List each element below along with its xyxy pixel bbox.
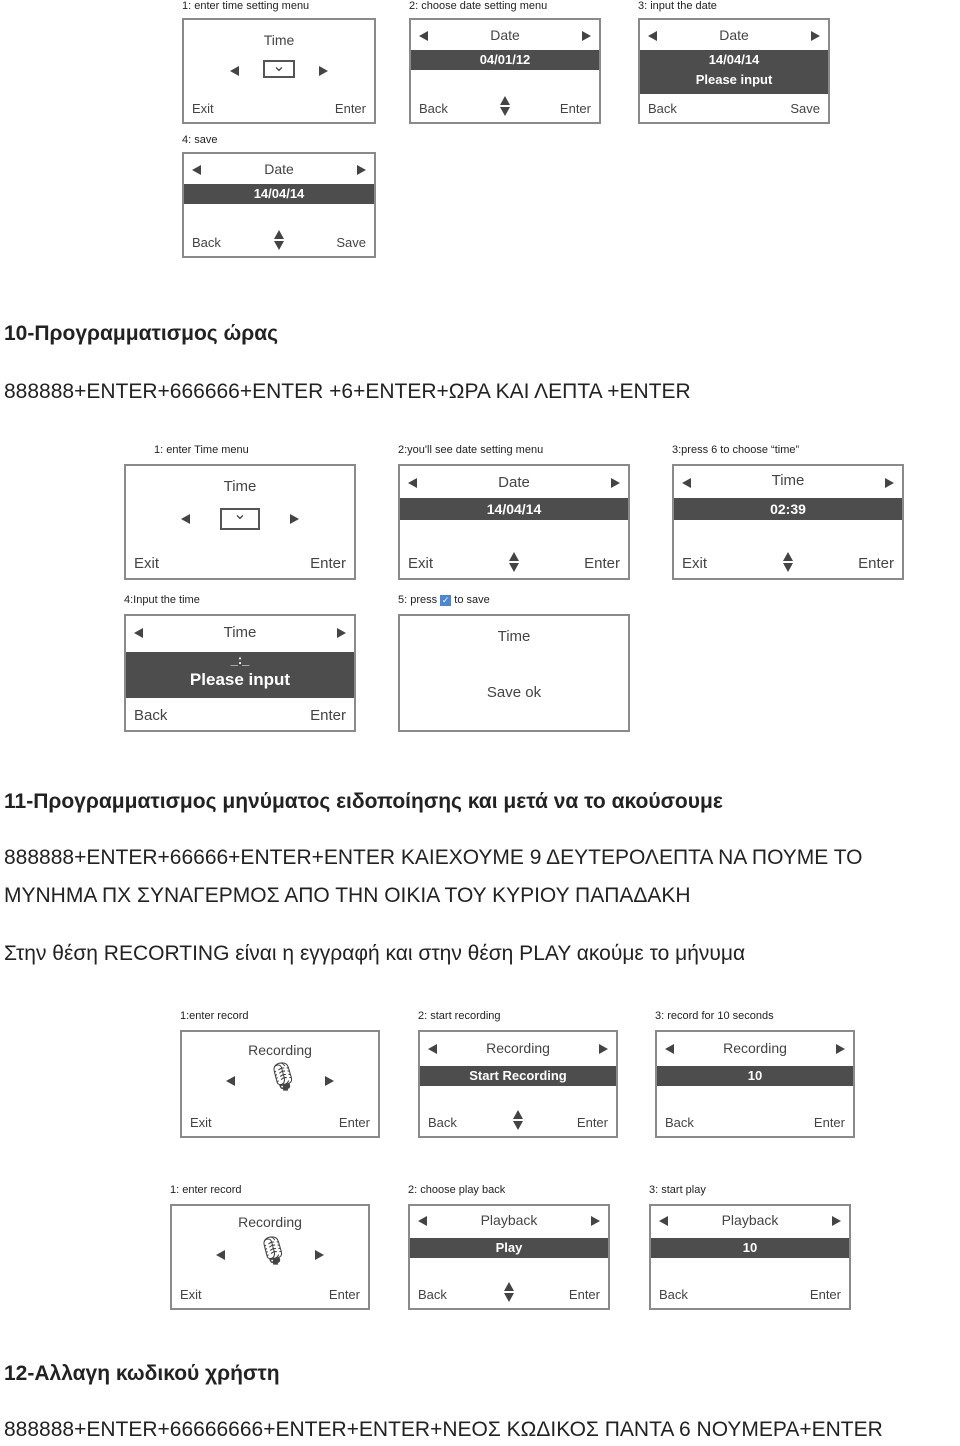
time-step-4 xyxy=(124,594,356,734)
up-down-icon xyxy=(783,552,793,572)
softkey-right: Enter xyxy=(584,555,620,572)
up-down-icon xyxy=(513,1110,523,1130)
input-prompt: Please input xyxy=(189,670,291,689)
section-12-heading: 12-Αλλαγη κωδικού χρήστη xyxy=(4,1362,280,1385)
highlight-band: 04/01/12 xyxy=(411,50,599,70)
arrow-right-icon xyxy=(325,1076,334,1086)
device-screen xyxy=(408,1204,610,1310)
device-screen xyxy=(418,1030,618,1138)
play-step-3 xyxy=(649,1184,851,1312)
step-caption: 2: choose date setting menu xyxy=(409,0,548,12)
step-caption: 1: enter time setting menu xyxy=(182,0,310,12)
highlight-band: 10 xyxy=(651,1238,849,1258)
screen-title: Date xyxy=(719,27,749,43)
highlight-band: 02:39 xyxy=(674,498,902,520)
screen-title: Date xyxy=(498,474,530,491)
input-prompt: Please input xyxy=(695,72,773,87)
highlight-band: 14/04/14 xyxy=(400,498,628,520)
screen-title: Time xyxy=(223,624,257,641)
device-screen xyxy=(649,1204,851,1310)
softkey-right: Enter xyxy=(310,707,346,724)
softkey-right: Save xyxy=(336,235,366,250)
section-11-code-line-1: 888888+ENTER+66666+ENTER+ENTER ΚΑΙΕΧΟΥΜΕ 9 ΔΕΥΤΕΡΟΛΕΠΤΑ ΝΑ ΠΟΥΜΕ ΤΟ xyxy=(4,846,863,869)
date-step-4 xyxy=(182,134,376,260)
arrow-right-icon xyxy=(611,478,620,488)
step-caption: 2: choose play back xyxy=(408,1184,506,1196)
softkey-left: Exit xyxy=(134,555,160,572)
step-caption: 1:enter record xyxy=(180,1010,249,1022)
arrow-right-icon xyxy=(599,1044,608,1054)
softkey-right: Enter xyxy=(809,1287,841,1302)
arrow-right-icon xyxy=(315,1250,324,1260)
screen-title: Date xyxy=(490,27,520,43)
step-caption: 3: input the date xyxy=(638,0,717,12)
save-ok-message: Save ok xyxy=(486,684,542,701)
softkey-right: Enter xyxy=(338,1115,370,1130)
softkey-left: Back xyxy=(418,1287,447,1302)
screen-title: Date xyxy=(264,161,294,177)
arrow-right-icon xyxy=(319,66,328,76)
arrow-right-icon xyxy=(836,1044,845,1054)
arrow-left-icon xyxy=(230,66,239,76)
device-screen xyxy=(398,614,630,732)
softkey-left: Back xyxy=(419,101,448,116)
arrow-right-icon xyxy=(832,1216,841,1226)
softkey-left: Back xyxy=(665,1115,694,1130)
time-step-1 xyxy=(124,444,356,582)
softkey-right: Enter xyxy=(328,1287,360,1302)
arrow-left-icon xyxy=(181,514,190,524)
device-screen xyxy=(182,18,376,124)
screen-title: Recording xyxy=(486,1040,550,1056)
screen-title: Recording xyxy=(723,1040,787,1056)
time-step-5 xyxy=(398,594,630,734)
softkey-left: Back xyxy=(192,235,221,250)
time-step-2 xyxy=(398,444,630,582)
screen-title: Time xyxy=(263,32,295,48)
up-down-icon xyxy=(509,552,519,572)
clock-icon xyxy=(263,60,295,78)
highlight-band: 14/04/14 xyxy=(184,184,374,204)
softkey-left: Exit xyxy=(190,1115,212,1130)
step-caption: 3:press 6 to choose “time” xyxy=(672,444,800,456)
step-caption: 1: enter Time menu xyxy=(154,444,249,456)
device-screen xyxy=(409,18,601,124)
arrow-right-icon xyxy=(290,514,299,524)
arrow-right-icon xyxy=(337,628,346,638)
step-caption: 3: record for 10 seconds xyxy=(655,1010,774,1022)
step-caption: 4: save xyxy=(182,134,218,146)
save-check-icon: ✓ xyxy=(441,594,450,605)
section-11-code-line-2: ΜΥΝΗΜΑ ΠΧ ΣΥΝΑΓΕΡΜΟΣ ΑΠΟ ΤΗΝ ΟΙΚΙΑ ΤΟΥ ΚΥΡΙΟΥ ΠΑΠΑΔΑΚΗ xyxy=(4,884,691,907)
device-screen xyxy=(180,1030,380,1138)
date-step-3 xyxy=(638,0,830,126)
section-11-note: Στην θέση RECORTING είναι η εγγραφή και στην θέση PLAY ακούμε το μήνυμα xyxy=(4,942,746,965)
date-value: 14/04/14 xyxy=(708,52,760,67)
arrow-left-icon xyxy=(226,1076,235,1086)
softkey-right: Enter xyxy=(559,101,591,116)
device-screen xyxy=(655,1030,855,1138)
device-screen xyxy=(398,464,630,580)
device-screen xyxy=(124,614,356,732)
softkey-right: Save xyxy=(790,101,820,116)
highlight-band: Play xyxy=(410,1238,608,1258)
softkey-left: Back xyxy=(648,101,677,116)
highlight-band: 10 xyxy=(657,1066,853,1086)
softkey-right: Enter xyxy=(568,1287,600,1302)
softkey-right: Enter xyxy=(310,555,346,572)
record-step-3 xyxy=(655,1010,855,1140)
arrow-right-icon xyxy=(357,165,366,175)
step-caption xyxy=(398,594,490,606)
play-step-2 xyxy=(408,1184,610,1312)
record-step-1 xyxy=(180,1010,380,1140)
arrow-left-icon xyxy=(216,1250,225,1260)
section-10-code: 888888+ENTER+666666+ENTER +6+ENTER+ΩΡΑ ΚΑΙ ΛΕΠΤΑ +ENTER xyxy=(4,380,691,403)
step-caption: 2:you'll see date setting menu xyxy=(398,444,544,456)
screen-title: Recording xyxy=(248,1042,312,1058)
up-down-icon xyxy=(500,96,510,116)
step-caption: 1: enter record xyxy=(170,1184,242,1196)
record-step-2 xyxy=(418,1010,618,1140)
softkey-right: Enter xyxy=(334,101,366,116)
softkey-left: Back xyxy=(659,1287,688,1302)
device-screen xyxy=(182,152,376,258)
softkey-right: Enter xyxy=(576,1115,608,1130)
microphone-icon: 🎙 xyxy=(265,1061,301,1092)
arrow-right-icon xyxy=(591,1216,600,1226)
screen-title: Playback xyxy=(721,1212,779,1228)
step-caption: 4:Input the time xyxy=(124,594,200,606)
clock-icon xyxy=(220,508,260,530)
softkey-left: Back xyxy=(134,707,168,724)
arrow-right-icon xyxy=(885,478,894,488)
screen-title: Playback xyxy=(480,1212,538,1228)
screen-title: Recording xyxy=(238,1214,302,1230)
highlight-band: Start Recording xyxy=(420,1066,616,1086)
section-11-heading: 11-Προγραμματισμος μηνύματος ειδοποίησης και μετά να το ακούσουμε xyxy=(4,790,723,813)
softkey-left: Exit xyxy=(192,101,214,116)
screen-title: Time xyxy=(497,628,531,645)
step-caption: 2: start recording xyxy=(418,1010,501,1022)
time-placeholder: _:_ xyxy=(230,652,250,667)
softkey-right: Enter xyxy=(858,555,894,572)
device-screen xyxy=(170,1204,370,1310)
softkey-left: Back xyxy=(428,1115,457,1130)
highlight-band xyxy=(640,50,828,94)
softkey-left: Exit xyxy=(180,1287,202,1302)
arrow-right-icon xyxy=(582,31,591,41)
device-screen xyxy=(672,464,904,580)
date-step-1 xyxy=(182,0,376,126)
screen-title: Time xyxy=(223,478,257,495)
play-step-1 xyxy=(170,1184,370,1312)
date-step-2 xyxy=(409,0,601,126)
step-caption: 3: start play xyxy=(649,1184,706,1196)
highlight-band xyxy=(126,652,354,698)
device-screen xyxy=(638,18,830,124)
device-screen xyxy=(124,464,356,580)
section-12-code: 888888+ENTER+66666666+ENTER+ENTER+ΝΕΟΣ ΚΩΔΙΚΟΣ ΠΑΝΤΑ 6 ΝΟΥΜΕΡΑ+ENTER xyxy=(4,1418,883,1441)
arrow-right-icon xyxy=(811,31,820,41)
caption-press: 5: press xyxy=(398,594,438,606)
caption-save: to save xyxy=(454,594,490,606)
section-10-heading: 10-Προγραμματισμος ώρας xyxy=(4,322,279,345)
up-down-icon xyxy=(504,1282,514,1302)
softkey-right: Enter xyxy=(813,1115,845,1130)
time-step-3 xyxy=(672,444,904,582)
up-down-icon xyxy=(274,230,284,250)
screen-title: Time xyxy=(771,472,805,489)
softkey-left: Exit xyxy=(682,555,708,572)
softkey-left: Exit xyxy=(408,555,434,572)
microphone-icon: 🎙 xyxy=(255,1235,291,1266)
